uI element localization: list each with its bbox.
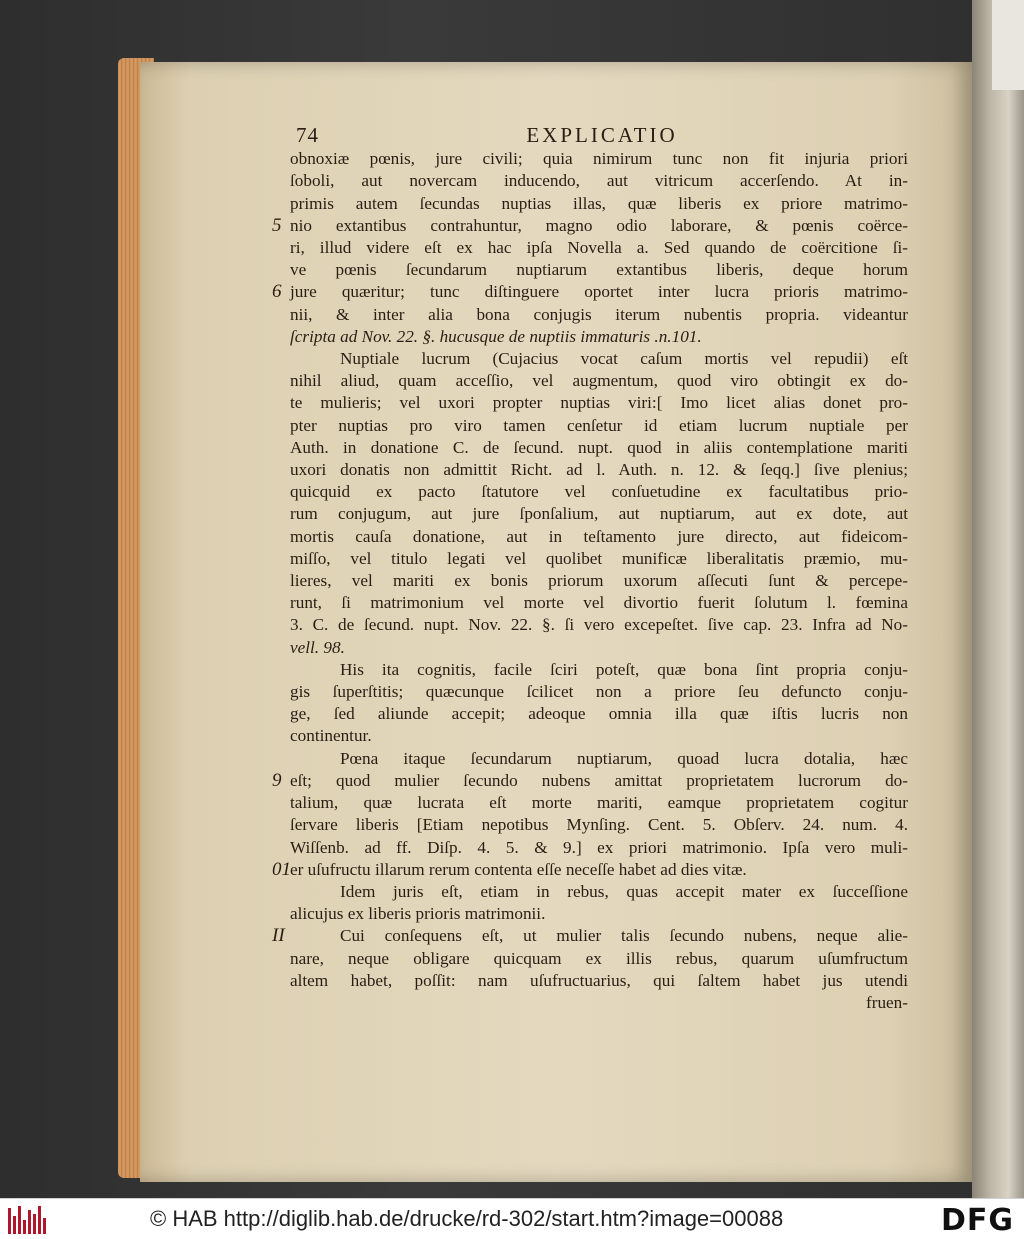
catchword: fruen- (866, 992, 908, 1012)
line-text: nihil aliud, quam acceſſio, vel augmentum, quod viro obtingit ex do- (290, 371, 908, 391)
text-line (272, 769, 908, 792)
line-text: ge, ſed aliunde accepit; adeoque omnia illa quæ iſtis lucris non (290, 704, 908, 724)
line-text: nio extantibus contrahuntur, magno odio laborare, & pœnis coërce- (290, 215, 908, 235)
text-line (290, 659, 908, 681)
page-number: 74 (296, 123, 319, 147)
paper-tab (992, 0, 1024, 90)
text-line (290, 681, 908, 703)
text-line (290, 326, 908, 348)
line-text: Wiſſenb. ad ff. Diſp. 4. 5. & 9.] ex priori matrimonio. Ipſa vero muli- (290, 837, 908, 857)
margin-note-number: 01 (272, 858, 291, 880)
text-line (290, 259, 908, 281)
line-text: jure quæritur; tunc diſtinguere oportet inter lucra prioris matrimo- (290, 282, 908, 302)
text-line (290, 637, 908, 659)
margin-note-number: 6 (272, 281, 282, 303)
line-text: primis autem ſecundas nuptias illas, quæ liberis ex priore matrimo- (290, 193, 908, 213)
text-line (290, 193, 908, 215)
line-text: 3. C. de ſecund. nupt. Nov. 22. §. ſi vero excepeſtet. ſive cap. 23. Infra ad No- (290, 615, 908, 635)
text-line (290, 592, 908, 614)
text-line (290, 237, 908, 259)
page-text (272, 123, 908, 1014)
text-line (290, 792, 908, 814)
line-text: ſcripta ad Nov. 22. §. hucusque de nuptiis immaturis .n.101. (290, 326, 702, 346)
text-line (272, 214, 908, 237)
text-line (290, 148, 908, 170)
footer-bar (0, 1198, 1024, 1239)
line-text: pter nuptias pro viro tamen cenſetur id etiam lucrum nuptiale per (290, 415, 908, 435)
line-text: mortis cauſa donatione, aut in teſtamento jure directo, aut fideicom- (290, 526, 908, 546)
line-text: quicquid ex pacto ſtatutore vel conſuetudine ex facultatibus prio- (290, 482, 908, 502)
text-line (290, 170, 908, 192)
text-line (290, 370, 908, 392)
dfg-logo: DFG (940, 1203, 1014, 1238)
line-text: talium, quæ lucrata eſt morte mariti, eamque proprietatem cogitur (290, 793, 908, 813)
text-line (290, 503, 908, 525)
line-text: te mulieris; vel uxori propter nuptias viri:[ Imo licet alias donet pro- (290, 393, 908, 413)
line-text: ri, illud videre eſt ex hac ipſa Novella a. Sed quando de coërcitione ſi- (290, 238, 908, 258)
text-line (290, 970, 908, 992)
hab-barcode-logo-icon (8, 1204, 48, 1234)
line-text: rum conjugum, aut jure ſponſalium, aut nuptiarum, aut ex dote, aut (290, 504, 908, 524)
text-line (290, 903, 908, 925)
text-line (290, 348, 908, 370)
adjacent-page-strip (972, 0, 1024, 1198)
text-line (290, 748, 908, 770)
line-text: nare, neque obligare quicquam ex illis rebus, quarum uſumfructum (290, 948, 908, 968)
running-head (290, 124, 908, 146)
line-text: uxori donatis non admittit Richt. ad l. Auth. n. 12. & ſeqq.] ſive plenius; (290, 460, 908, 480)
line-text: Auth. in donatione C. de ſecund. nupt. quod in aliis contemplatione mariti (290, 437, 908, 457)
line-text: er uſufructu illarum rerum contenta eſſe neceſſe habet ad dies vitæ. (290, 859, 747, 879)
text-line (290, 304, 908, 326)
running-title: EXPLICATIO (526, 123, 678, 147)
line-text: alicujus ex liberis prioris matrimonii. (290, 904, 546, 924)
line-text: ſoboli, aut novercam inducendo, aut vitricum accerſendo. At in- (290, 171, 908, 191)
line-text: gis ſuperſtitis; quæcunque ſcilicet non a priore ſeu defuncto conju- (290, 682, 908, 702)
text-line (290, 548, 908, 570)
text-line (272, 281, 908, 303)
text-line (290, 570, 908, 592)
text-line (290, 614, 908, 636)
text-line (290, 814, 908, 836)
line-text: lieres, vel mariti ex bonis priorum uxorum aſſecuti ſunt & percepe- (290, 571, 908, 591)
line-text: nii, & inter alia bona conjugis iterum nubentis propria. videantur (290, 304, 908, 324)
text-line (290, 725, 908, 747)
line-text: ſervare liberis [Etiam nepotibus Mynſing. Cent. 5. Obſerv. 24. num. 4. (290, 815, 908, 835)
text-lines (272, 148, 908, 992)
line-text: eſt; quod mulier ſecundo nubens amittat proprietatem lucrorum do- (290, 770, 908, 790)
text-line (290, 837, 908, 859)
copyright-link[interactable]: © HAB http://diglib.hab.de/drucke/rd-302/start.htm?image=00088 (150, 1206, 784, 1231)
line-text: Cui conſequens eſt, ut mulier talis ſecundo nubens, neque alie- (340, 926, 908, 946)
line-text: His ita cognitis, facile ſciri poteſt, quæ bona ſint propria conju- (340, 659, 908, 679)
text-line (290, 437, 908, 459)
text-line (290, 526, 908, 548)
line-text: vell. 98. (290, 637, 345, 657)
text-line (290, 948, 908, 970)
text-line (290, 459, 908, 481)
margin-note-number: 9 (272, 769, 282, 791)
line-text: runt, ſi matrimonium vel morte vel divortio fuerit ſolutum l. fœmina (290, 593, 908, 613)
line-text: Pœna itaque ſecundarum nuptiarum, quoad lucra dotalia, hæc (340, 748, 908, 768)
margin-note-number: 5 (272, 214, 282, 236)
text-line (272, 925, 908, 947)
line-text: Nuptiale lucrum (Cujacius vocat caſum mortis vel repudii) eſt (340, 349, 908, 369)
line-text: continentur. (290, 726, 372, 746)
line-text: altem habet, poſſit: nam uſufructuarius, qui ſaltem habet jus utendi (290, 970, 908, 990)
text-line (272, 858, 908, 881)
line-text: ve pœnis ſecundarum nuptiarum extantibus liberis, deque horum (290, 260, 908, 280)
text-line (290, 703, 908, 725)
text-line (290, 481, 908, 503)
text-line (290, 415, 908, 437)
line-text: miſſo, vel titulo legati vel quolibet munificæ liberalitatis præmio, mu- (290, 548, 908, 568)
text-line (290, 392, 908, 414)
text-line (290, 881, 908, 903)
margin-note-number: II (272, 925, 285, 947)
line-text: Idem juris eſt, etiam in rebus, quas accepit mater ex ſucceſſione (340, 881, 908, 901)
line-text: obnoxiæ pœnis, jure civili; quia nimirum tunc non fit injuria priori (290, 149, 908, 169)
